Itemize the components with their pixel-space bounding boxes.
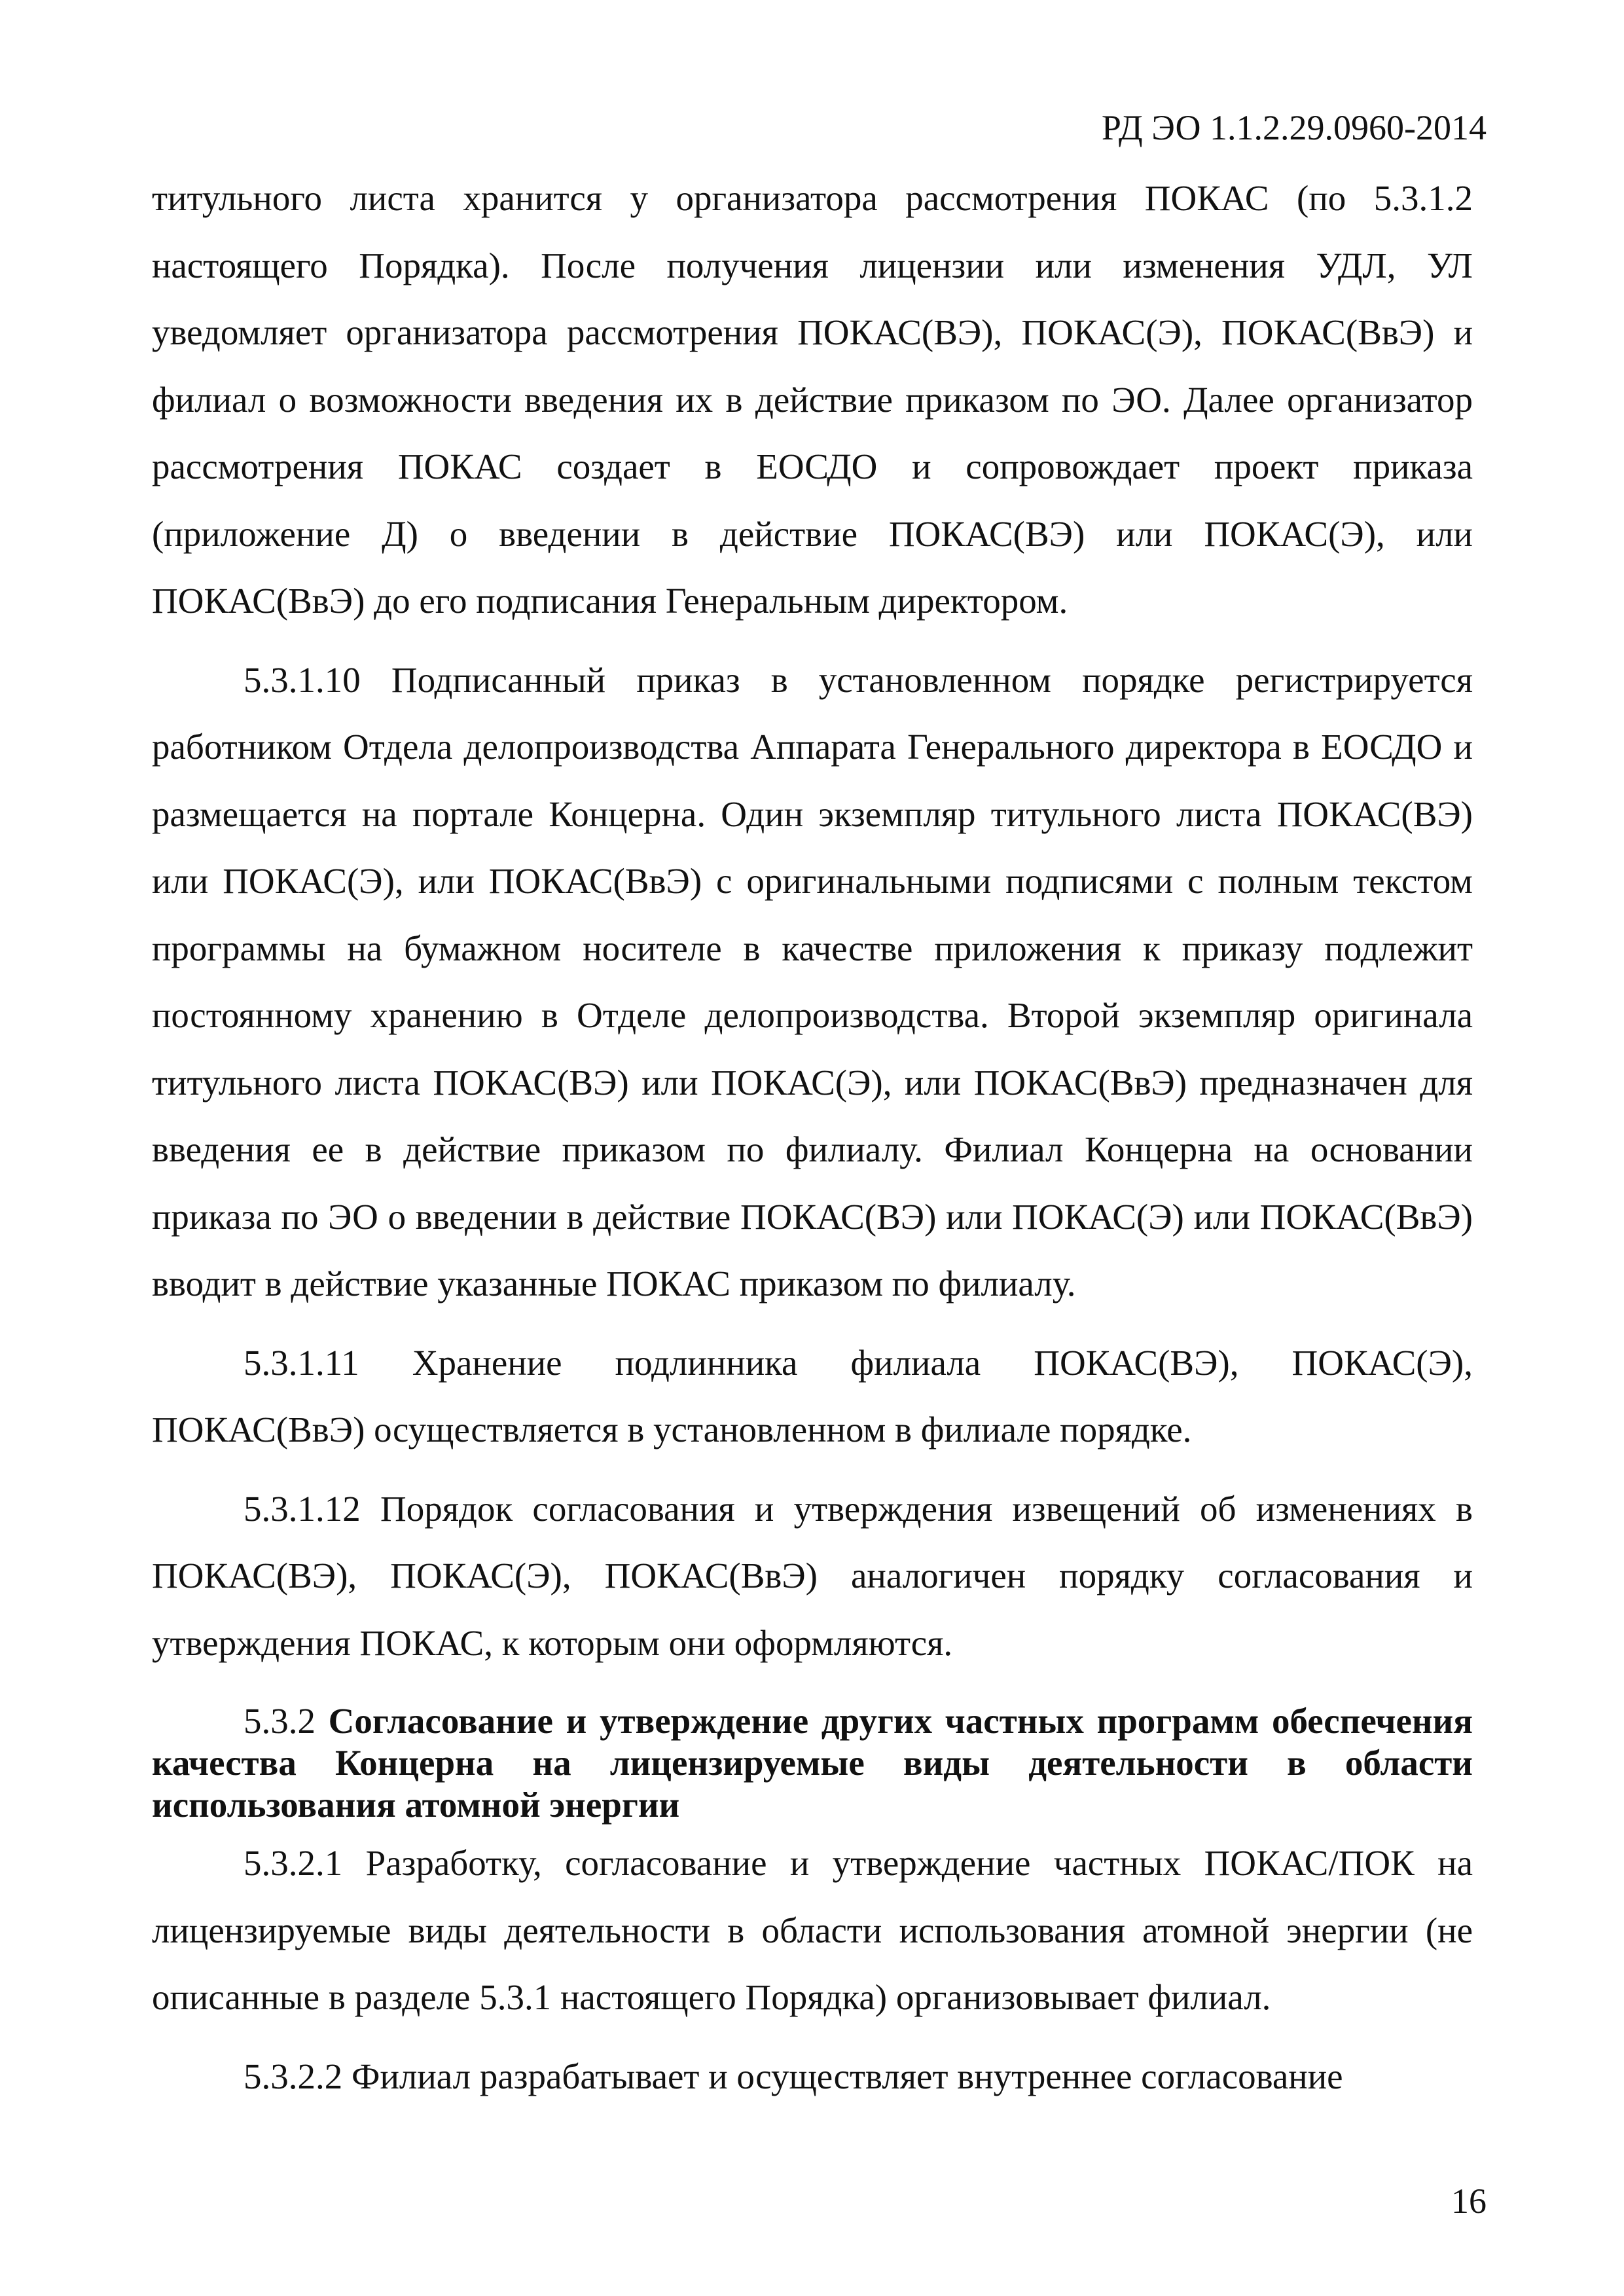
section-heading-number: 5.3.2 [244,1701,316,1741]
section-heading-title: Согласование и утверждение других частных программ обеспечения качества Концерна на лицензируемые виды деятельности в области использования атомной энергии [152,1701,1473,1825]
paragraph-5-3-1-10: 5.3.1.10 Подписанный приказ в установленном порядке регистрируется работником Отдела делопроизводства Аппарата Генерального директора в ЕОСДО и размещается на портале Концерна. Один экземпляр титульного листа ПОКАС(ВЭ) или ПОКАС(Э), или ПОКАС(ВвЭ) с оригинальными подписями с полным текстом программы на бумажном носителе в качестве приложения к приказу подлежит постоянному хранению в Отделе делопроизводства. Второй экземпляр оригинала титульного листа ПОКАС(ВЭ) или ПОКАС(Э), или ПОКАС(ВвЭ) предназначен для введения ее в действие приказом по филиалу. Филиал Концерна на основании приказа по ЭО о введении в действие ПОКАС(ВЭ) или ПОКАС(Э) или ПОКАС(ВвЭ) вводит в действие указанные ПОКАС приказом по филиалу. [152,659,1473,1303]
page-body [152,165,1473,2110]
paragraph-5-3-2-2: 5.3.2.2 Филиал разрабатывает и осуществляет внутреннее согласование [244,2056,1343,2096]
paragraph-5-3-2-1: 5.3.2.1 Разработку, согласование и утверждение частных ПОКАС/ПОК на лицензируемые виды деятельности в области использования атомной энергии (не описанные в разделе 5.3.1 настоящего Порядка) организовывает филиал. [152,1843,1473,2017]
document-code: РД ЭО 1.1.2.29.0960-2014 [1101,108,1487,147]
page-number: 16 [1451,2181,1487,2221]
paragraph-5-3-1-11: 5.3.1.11 Хранение подлинника филиала ПОКАС(ВЭ), ПОКАС(Э), ПОКАС(ВвЭ) осуществляется в установленном в филиале порядке. [152,1342,1473,1449]
paragraph-5-3-1-12: 5.3.1.12 Порядок согласования и утверждения извещений об изменениях в ПОКАС(ВЭ), ПОКАС(Э), ПОКАС(ВвЭ) аналогичен порядку согласования и утверждения ПОКАС, к которым они оформляются. [152,1488,1473,1663]
paragraph-continuation: титульного листа хранится у организатора рассмотрения ПОКАС (по 5.3.1.2 настоящего Порядка). После получения лицензии или изменения УДЛ, УЛ уведомляет организатора рассмотрения ПОКАС(ВЭ), ПОКАС(Э), ПОКАС(ВвЭ) и филиал о возможности введения их в действие приказом по ЭО. Далее организатор рассмотрения ПОКАС создает в ЕОСДО и сопровождает проект приказа (приложение Д) о введении в действие ПОКАС(ВЭ) или ПОКАС(Э), или ПОКАС(ВвЭ) до его подписания Генеральным директором. [152,178,1473,621]
section-heading-5-3-2 [152,1700,1473,1826]
